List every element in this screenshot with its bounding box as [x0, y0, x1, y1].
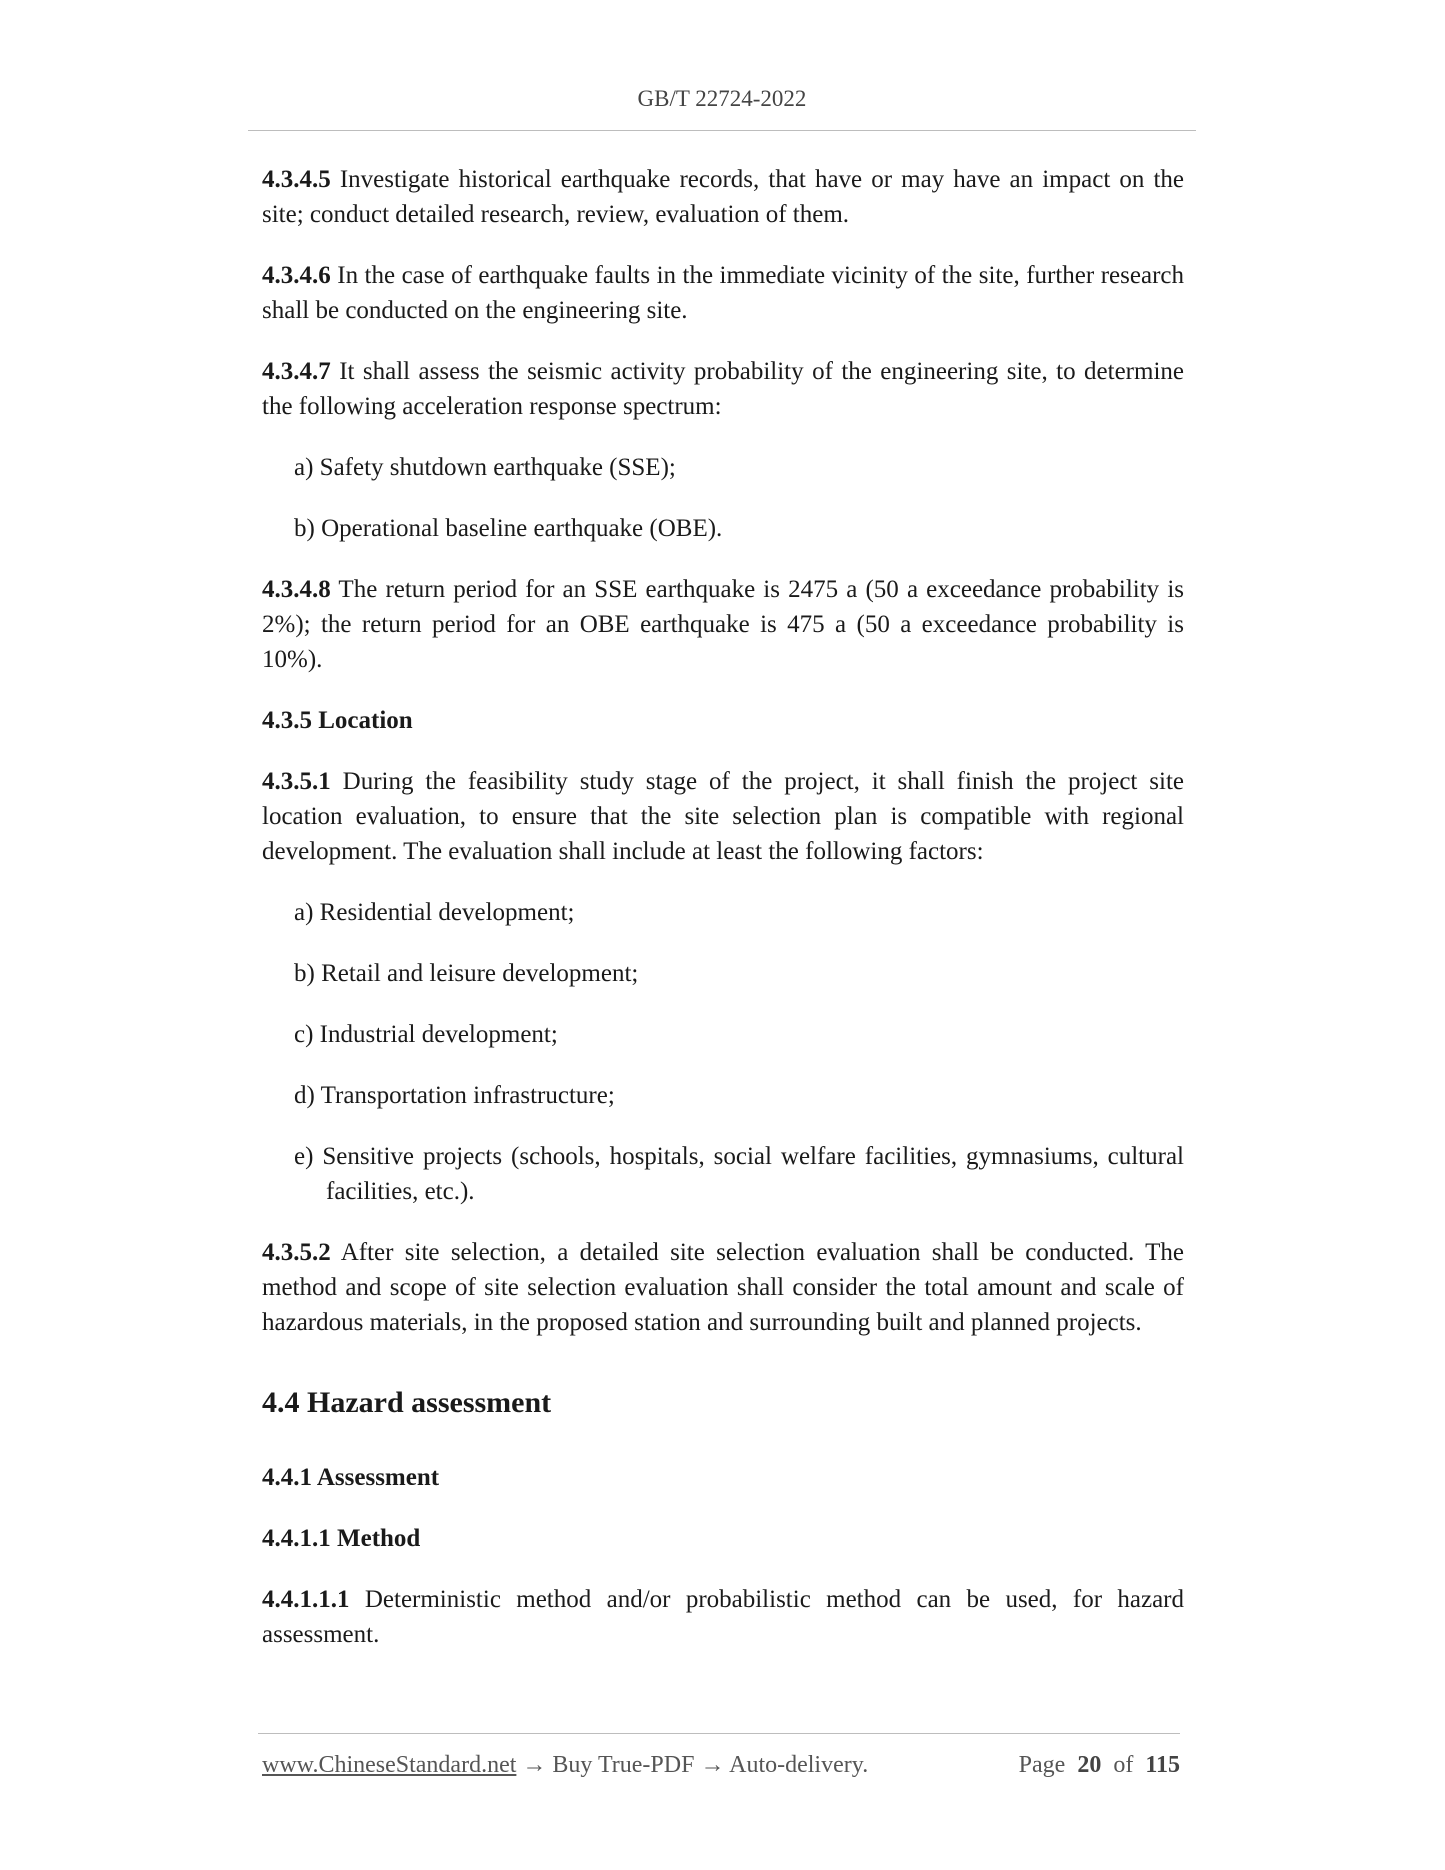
- list-item: b) Retail and leisure development;: [294, 960, 639, 987]
- clause-number: 4.3.4.8: [262, 576, 331, 603]
- total-pages: 115: [1145, 1752, 1180, 1778]
- heading-4-4-1: 4.4.1 Assessment: [262, 1464, 440, 1491]
- clause-number: 4.3.4.5: [262, 166, 331, 193]
- clause-4-3-4-5: [262, 162, 1184, 232]
- list-item: d) Transportation infrastructure;: [294, 1082, 615, 1109]
- document-body: [262, 162, 1184, 1678]
- clause-text: After site selection, a detailed site selection evaluation shall be conducted. The method and scope of site selection evaluation shall consider the total amount and scale of hazardous materials, in the proposed station and surrounding built and planned projects.: [262, 1239, 1184, 1336]
- footer-promo: [262, 1752, 868, 1779]
- clause-text: Investigate historical earthquake records, that have or may have an impact on the site; conduct detailed research, review, evaluation of them.: [262, 166, 1184, 228]
- page-indicator: [1019, 1752, 1180, 1779]
- clause-4-3-5-1: [262, 764, 1184, 869]
- site-link[interactable]: www.ChineseStandard.net: [262, 1752, 517, 1778]
- clause-number: 4.3.5.1: [262, 768, 331, 795]
- clause-text: Deterministic method and/or probabilistic method can be used, for hazard assessment.: [262, 1586, 1184, 1648]
- list-item: b) Operational baseline earthquake (OBE).: [294, 515, 723, 542]
- footer-divider: [258, 1733, 1180, 1734]
- clause-4-3-4-8: [262, 572, 1184, 677]
- list-item: a) Safety shutdown earthquake (SSE);: [294, 454, 676, 481]
- clause-4-3-4-6: [262, 258, 1184, 328]
- list-item: e) Sensitive projects (schools, hospitals, social welfare facilities, gymnasiums, cultural facilities, etc.).: [294, 1143, 1184, 1205]
- page-label: Page: [1018, 1752, 1066, 1778]
- heading-4-4: 4.4 Hazard assessment: [262, 1386, 552, 1419]
- page-header: [248, 86, 1196, 112]
- heading-4-3-5: 4.3.5 Location: [262, 707, 413, 734]
- clause-4-3-4-7: [262, 354, 1184, 424]
- list-item: a) Residential development;: [294, 899, 575, 926]
- footer-tagline: → Buy True-PDF → Auto-delivery.: [516, 1752, 869, 1778]
- clause-text: In the case of earthquake faults in the immediate vicinity of the site, further research shall be conducted on the engineering site.: [262, 262, 1184, 324]
- clause-number: 4.3.4.6: [262, 262, 331, 289]
- clause-4-4-1-1-1: [262, 1582, 1184, 1652]
- clause-number: 4.3.5.2: [262, 1239, 331, 1266]
- clause-number: 4.3.4.7: [262, 358, 331, 385]
- clause-text: It shall assess the seismic activity probability of the engineering site, to determine the following acceleration response spectrum:: [262, 358, 1184, 420]
- standard-code: GB/T 22724-2022: [637, 86, 807, 111]
- clause-text: During the feasibility study stage of the project, it shall finish the project site location evaluation, to ensure that the site selection plan is compatible with regional development. The evaluation shall include at least the following factors:: [262, 768, 1184, 865]
- clause-4-3-5-2: [262, 1235, 1184, 1340]
- page-number: 20: [1077, 1752, 1102, 1778]
- clause-text: The return period for an SSE earthquake is 2475 a (50 a exceedance probability is 2%); the return period for an OBE earthquake is 475 a (50 a exceedance probability is 10%).: [262, 576, 1184, 673]
- of-label: of: [1113, 1752, 1134, 1778]
- heading-4-4-1-1: 4.4.1.1 Method: [262, 1525, 421, 1552]
- clause-number: 4.4.1.1.1: [262, 1586, 350, 1613]
- list-item: c) Industrial development;: [294, 1021, 558, 1048]
- header-divider: [248, 130, 1196, 131]
